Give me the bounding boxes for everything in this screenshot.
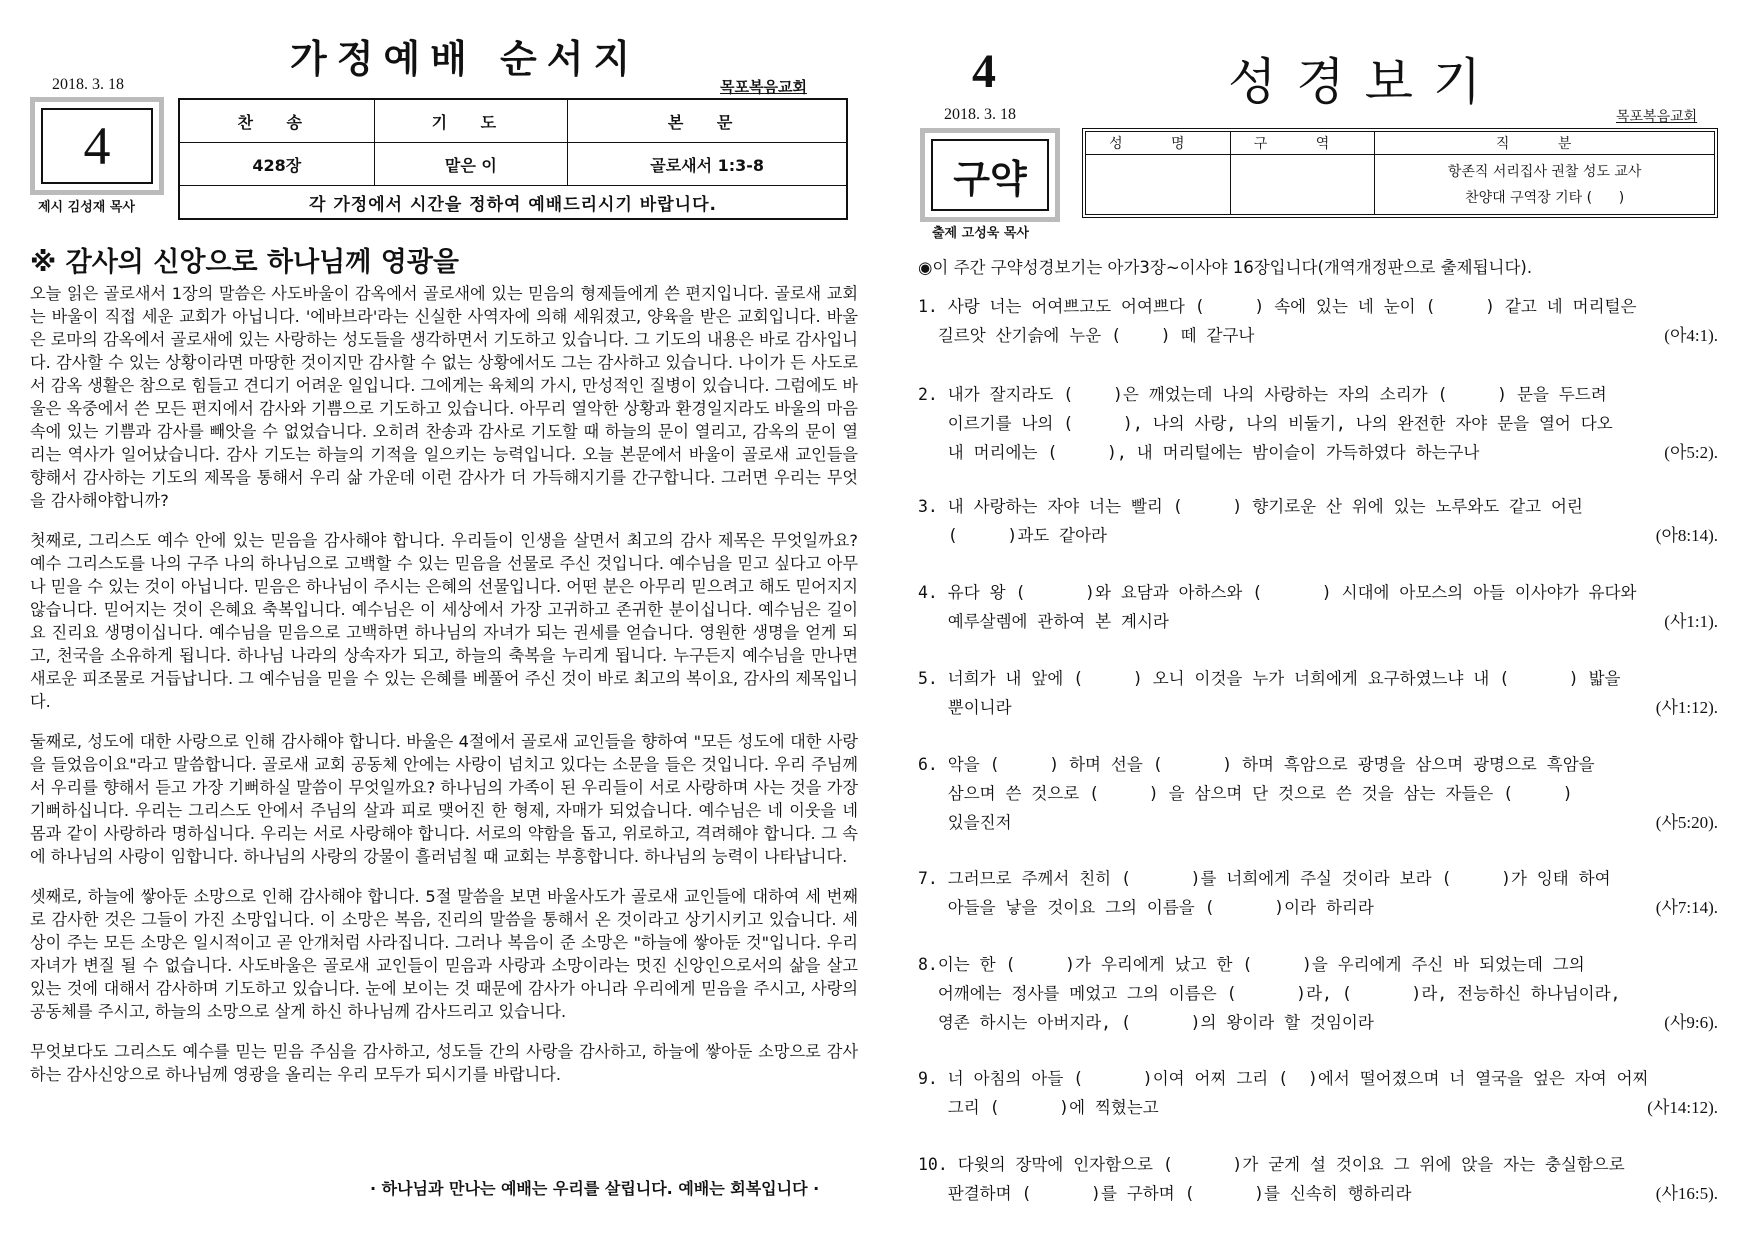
question-line: 2. 내가 잘지라도 ( )은 깨었는데 나의 사랑하는 자의 소리가 ( ) 문을 두드려 [918, 385, 1607, 404]
question-line: 길르앗 산기슭에 누운 ( ) 떼 같구나 [918, 326, 1255, 345]
week-number-box [30, 97, 164, 195]
worship-order-table [178, 98, 848, 220]
question-line: 10. 다윗의 장막에 인자함으로 ( )가 굳게 설 것이요 그 위에 앉을 자는 충실함으로 [918, 1155, 1625, 1174]
role-options-line: 찬양대 구역장 기타 ( ) [1465, 189, 1625, 206]
question-line: 판결하며 ( )를 구하며 ( )를 신속히 행하리라 [918, 1184, 1412, 1203]
question-line: 6. 악을 ( ) 하며 선을 ( ) 하며 흑암으로 광명을 삼으며 광명으로 흑암을 [918, 755, 1595, 774]
order-header-scripture: 본 문 [568, 99, 847, 143]
quiz-question[interactable] [918, 292, 1718, 350]
question-line: 1. 사랑 너는 어여쁘고도 어여쁘다 ( ) 속에 있는 네 눈이 ( ) 같고 네 머리털은 [918, 297, 1637, 316]
right-date: 2018. 3. 18 [944, 106, 1016, 123]
question-line: 영존 하시는 아버지라, ( )의 왕이라 할 것임이라 [918, 1013, 1374, 1032]
question-line: 내 머리에는 ( ), 내 머리털에는 밤이슬이 가득하였다 하는구나 [918, 443, 1480, 462]
worship-guide-title: 가정예배 순서지 [290, 37, 641, 81]
verse-reference: (아4:1). [1664, 326, 1718, 345]
verse-reference: (사5:20). [1655, 813, 1718, 832]
question-line: 뿐이니라 [918, 698, 1012, 717]
question-line: 4. 유다 왕 ( )와 요담과 아하스와 ( ) 시대에 아모스의 아들 이사야가 유다와 [918, 583, 1637, 602]
quiz-question[interactable] [918, 578, 1718, 636]
right-church-name: 목포복음교회 [1616, 109, 1698, 125]
role-options-line: 항존직 서리집사 권찰 성도 교사 [1447, 163, 1642, 180]
sermon-paragraph: 무엇보다도 그리스도 예수를 믿는 믿음 주심을 감사하고, 성도들 간의 사랑을 감사하고, 하늘에 쌓아둔 소망으로 감사하는 감사신앙으로 하나님께 영광을 올리는 우리 모두가 되시기를 바랍니다. [30, 1042, 858, 1084]
question-line: 8.이는 한 ( )가 우리에게 났고 한 ( )을 우리에게 주신 바 되었는데 그의 [918, 955, 1585, 974]
testament-box [920, 128, 1060, 222]
order-value-scripture: 골로새서 1:3-8 [568, 143, 847, 186]
left-church-name: 목포복음교회 [720, 78, 807, 96]
sermon-paragraph: 셋째로, 하늘에 쌓아둔 소망으로 인해 감사해야 합니다. 5절 말씀을 보면 바울사도가 골로새 교인들에 대하여 세 번째로 감사한 것은 그들이 가진 소망입니다. 이 소망은 복음, 진리의 말씀을 통해서 온 것이라고 상기시키고 있습니다. 세상이 주는 모든 소망은 일시적이고 곧 안개처럼 사라집니다. 그러나 복음이 준 소망은 "하늘에 쌓아둔 것"입니다. 우리 자녀가 변질 될 수 없습니다. 사도바울은 골로새 교인들이 믿음과 사랑과 소망이라는 멋진 신앙인으로서의 삶을 살고 있는 것에 대해서 감사하며 기도하고 있습니다. 눈에 보이는 것 때문에 감사가 아니라 우리에게 믿음을 주시고, 사랑의 공동체를 주시고, 하늘의 소망으로 살게 하신 하나님께 감사드리고 있습니다. [30, 887, 858, 1021]
verse-reference: (사1:1). [1664, 612, 1718, 631]
order-value-hymn: 428장 [179, 143, 374, 186]
question-line: 7. 그러므로 주께서 친히 ( )를 너희에게 주실 것이라 보라 ( )가 잉태 하여 [918, 869, 1611, 888]
participant-info-box [1082, 128, 1718, 218]
quiz-question[interactable] [918, 492, 1718, 550]
order-header-prayer: 기 도 [374, 99, 568, 143]
verse-reference: (아5:2). [1664, 443, 1718, 462]
question-line: 어깨에는 정사를 메었고 그의 이름은 ( )라, ( )라, 전능하신 하나님이라, [918, 984, 1621, 1003]
question-line: 삼으며 쓴 것으로 ( ) 을 삼으며 단 것으로 쓴 것을 삼는 자들은 ( ) [918, 784, 1573, 803]
quiz-question[interactable] [918, 380, 1718, 467]
quiz-author: 출제 고성욱 목사 [932, 226, 1029, 241]
question-line: 예루살렘에 관하여 본 계시라 [918, 612, 1169, 631]
question-line: ( )과도 같아라 [918, 526, 1107, 545]
verse-reference: (사7:14). [1655, 898, 1718, 917]
quiz-question[interactable] [918, 1064, 1718, 1122]
question-line: 이르기를 나의 ( ), 나의 사랑, 나의 비둘기, 나의 완전한 자야 문을 열어 다오 [918, 414, 1613, 433]
verse-reference: (사14:12). [1647, 1098, 1718, 1117]
sermon-paragraph: 오늘 읽은 골로새서 1장의 말씀은 사도바울이 감옥에서 골로새에 있는 믿음의 형제들에게 쓴 편지입니다. 골로새 교회는 바울이 직접 세운 교회가 아닙니다. '에바브라'라는 신실한 사역자에 의해 세워졌고, 양육을 받은 교회입니다. 바울은 로마의 감옥에서 골로새에 있는 사랑하는 성도들을 생각하면서 기도하고 있습니다. 그 기도의 내용은 바로 감사입니다. 감사할 수 있는 상황이라면 마땅한 것이지만 감사할 수 없는 상황에서도 그는 감사하고 있습니다. 나이가 든 사도로서 감옥 생활은 참으로 힘들고 견디기 어려운 일입니다. 그에게는 육체의 가시, 만성적인 질병이 있습니다. 그럼에도 바울은 옥중에서 쓴 모든 편지에서 감사와 기쁨으로 기도하고 있습니다. 아무리 열악한 상황과 환경일지라도 바울의 마음속에 있는 기쁨과 감사를 빼앗을 수 없었습니다. 오히려 찬송과 감사로 기도할 때 하늘의 문이 열리고, 감옥의 문이 열리는 역사가 일어났습니다. 감사 기도는 하늘의 기적을 일으키는 능력입니다. 오늘 본문에서 바울이 골로새 교인들을 향해서 감사하는 기도의 제목을 통해서 우리 삶 가운데 이런 감사가 더 가득해지기를 간구합니다. 그러면 우리는 무엇을 감사해야합니까? [30, 284, 858, 510]
sermon-heading: ※ 감사의 신앙으로 하나님께 영광을 [30, 247, 459, 278]
left-date: 2018. 3. 18 [52, 76, 124, 93]
verse-reference: (사9:6). [1664, 1013, 1718, 1032]
verse-reference: (사1:12). [1655, 698, 1718, 717]
preacher-label: 제시 김성재 목사 [38, 200, 135, 215]
question-line: 3. 내 사랑하는 자야 너는 빨리 ( ) 향기로운 산 위에 있는 노루와도 같고 어린 [918, 497, 1583, 516]
quiz-question[interactable] [918, 950, 1718, 1037]
quiz-question[interactable] [918, 864, 1718, 922]
quiz-notice: ◉이 주간 구약성경보기는 아가3장~이사야 16장입니다(개역개정판으로 출제됩니다). [918, 258, 1533, 277]
order-value-prayer: 맡은 이 [374, 143, 568, 186]
question-line: 아들을 낳을 것이요 그의 이름을 ( )이라 하리라 [918, 898, 1374, 917]
info-header-district: 구 역 [1230, 132, 1375, 155]
quiz-question[interactable] [918, 1150, 1718, 1208]
info-header-name: 성 명 [1086, 132, 1231, 155]
role-options[interactable] [1375, 155, 1715, 215]
bible-quiz-title: 성경보기 [1228, 53, 1502, 111]
question-line: 5. 너희가 내 앞에 ( ) 오니 이것을 누가 너희에게 요구하였느냐 내 ( ) 밟을 [918, 669, 1621, 688]
worship-footer: · 하나님과 만나는 예배는 우리를 살립니다. 예배는 회복입니다 · [370, 1179, 820, 1198]
question-line: 9. 너 아침의 아들 ( )이여 어찌 그리 ( )에서 떨어졌으며 너 열국을 엎은 자여 어찌 [918, 1069, 1649, 1088]
sermon-paragraph: 둘째로, 성도에 대한 사랑으로 인해 감사해야 합니다. 바울은 4절에서 골로새 교인들을 향하여 "모든 성도에 대한 사랑을 들었음이요"라고 말씀합니다. 골로새 교회 공동체 안에는 사랑이 넘치고 있다는 소문을 들은 것입니다. 우리 주님께서 우리를 향해서 듣고 가장 기뻐하실 말씀이 무엇일까요? 하나님의 가족이 된 우리들이 서로 사랑하며 사는 것을 가장 기뻐하십니다. 우리는 그리스도 안에서 주님의 살과 피로 맺어진 한 형제, 자매가 되었습니다. 예수님은 네 이웃을 네 몸과 같이 사랑하라 명하십니다. 우리는 서로 사랑해야 합니다. 서로의 약함을 돕고, 위로하고, 격려해야 합니다. 그 속에 하나님의 사랑이 임합니다. 하나님의 사랑의 강물이 흘러넘칠 때 교회는 부흥합니다. 하나님의 능력이 나타납니다. [30, 732, 858, 866]
question-line: 그리 ( )에 찍혔는고 [918, 1098, 1159, 1117]
info-header-role: 직 분 [1375, 132, 1715, 155]
question-line: 있을진저 [918, 813, 1012, 832]
verse-reference: (아8:14). [1655, 526, 1718, 545]
district-field[interactable] [1230, 155, 1375, 215]
quiz-question[interactable] [918, 750, 1718, 837]
sermon-paragraph: 첫째로, 그리스도 예수 안에 있는 믿음을 감사해야 합니다. 우리들이 인생을 살면서 최고의 감사 제목은 무엇일까요? 예수 그리스도를 나의 구주 나의 하나님으로 고백할 수 있는 믿음을 선물로 주신 것입니다. 예수님을 믿고 싶다고 아무나 믿을 수 있는 것이 아닙니다. 믿음은 하나님이 주시는 은혜의 선물입니다. 어떤 분은 아무리 믿으려고 해도 믿어지지 않습니다. 믿어지는 것이 은혜요 축복입니다. 예수님은 이 세상에서 가장 고귀하고 존귀한 분이십니다. 예수님은 길이요 진리요 생명이십니다. 예수님을 믿음으로 고백하면 하나님의 자녀가 되는 권세를 얻습니다. 영원한 생명을 얻게 되고, 천국을 소유하게 됩니다. 하나님 나라의 상속자가 되고, 하늘의 축복을 누리게 됩니다. 누구든지 예수님을 만나면 새로운 피조물로 거듭납니다. 그 예수님을 믿을 수 있는 은혜를 베풀어 주신 것이 바로 최고의 복이요, 감사의 제목입니다. [30, 531, 858, 711]
sermon-body [30, 282, 858, 1103]
quiz-week-number: 4 [972, 45, 996, 98]
order-note: 각 가정에서 시간을 정하여 예배드리시기 바랍니다. [179, 186, 847, 220]
week-number: 4 [41, 108, 153, 184]
quiz-question[interactable] [918, 664, 1718, 722]
name-field[interactable] [1086, 155, 1231, 215]
participant-info-table [1085, 131, 1715, 215]
verse-reference: (사16:5). [1655, 1184, 1718, 1203]
order-header-hymn: 찬 송 [179, 99, 374, 143]
testament-label: 구약 [931, 139, 1049, 211]
